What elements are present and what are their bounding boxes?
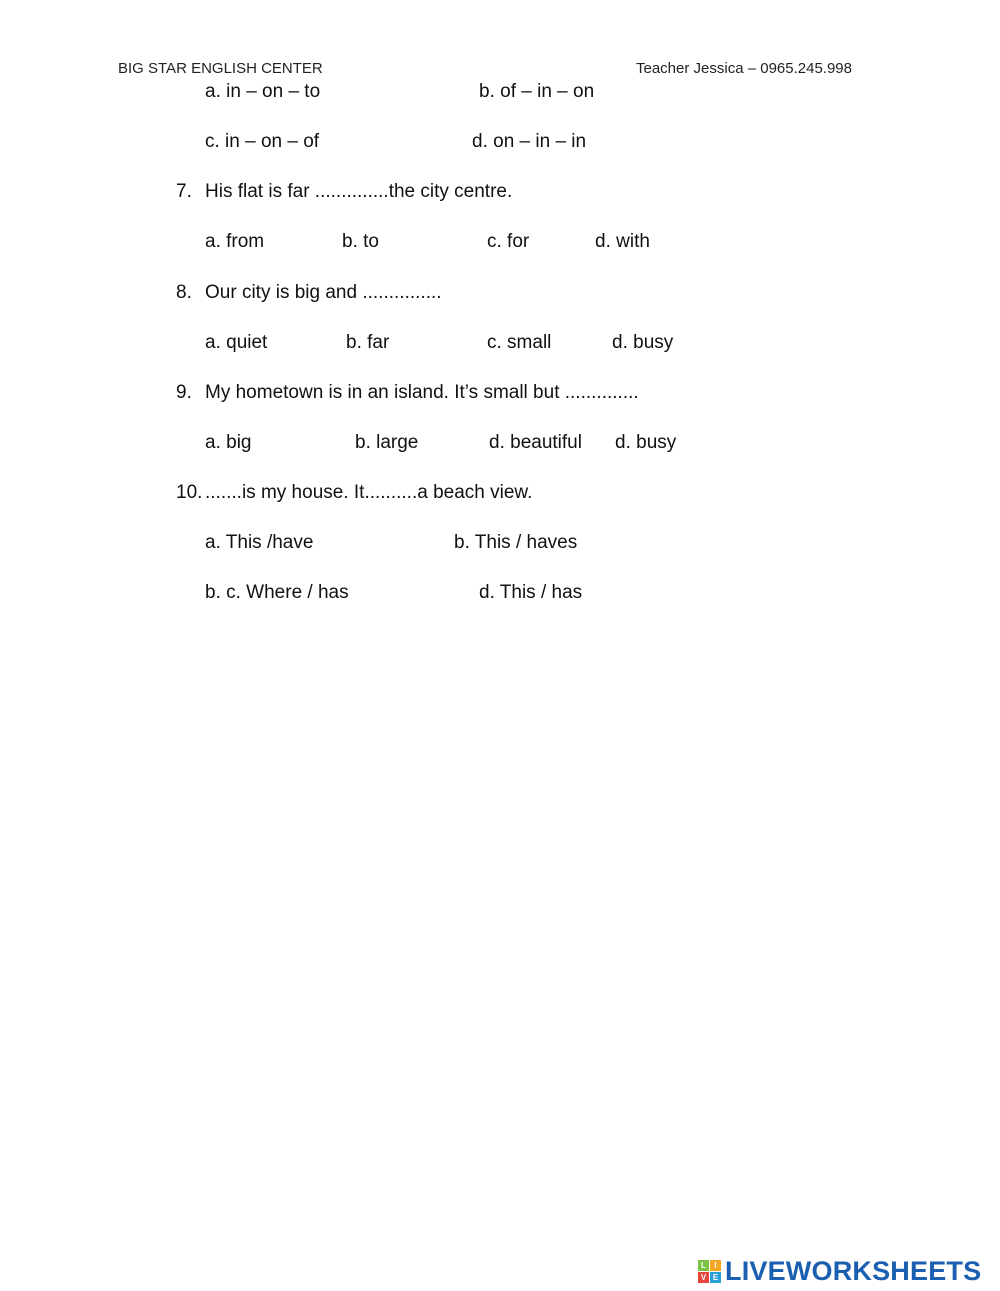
q6-option-b: b. of – in – on — [479, 81, 595, 102]
logo-mark-icon — [698, 1260, 721, 1283]
q6-option-a: a. in – on – to — [205, 81, 321, 102]
logo-mark-letter: V — [698, 1272, 709, 1283]
q8-option-a: a. quiet — [205, 332, 268, 353]
q10-option-b: b. This / haves — [454, 532, 578, 553]
q9-number: 9. — [176, 382, 192, 403]
q9-text: My hometown is in an island. It’s small but .............. — [205, 382, 639, 403]
logo-mark-letter: I — [710, 1260, 721, 1271]
q8-option-c: c. small — [487, 332, 552, 353]
q7-option-a: a. from — [205, 231, 265, 252]
q8-option-b: b. far — [346, 332, 390, 353]
q6-option-d: d. on – in – in — [472, 131, 587, 152]
q7-option-c: c. for — [487, 231, 530, 252]
q8-text: Our city is big and ............... — [205, 282, 442, 303]
logo-mark-letter: L — [698, 1260, 709, 1271]
logo-text: LIVEWORKSHEETS — [725, 1255, 982, 1286]
q7-option-d: d. with — [595, 231, 650, 252]
header-left: BIG STAR ENGLISH CENTER — [118, 60, 323, 77]
q9-option-a: a. big — [205, 432, 252, 453]
q7-text: His flat is far ..............the city centre. — [205, 181, 513, 202]
q10-option-d: d. This / has — [479, 582, 583, 603]
header-right: Teacher Jessica – 0965.245.998 — [636, 60, 852, 77]
q8-number: 8. — [176, 282, 192, 303]
logo-mark-letter: E — [710, 1272, 721, 1283]
q10-option-a: a. This /have — [205, 532, 314, 553]
q7-number: 7. — [176, 181, 192, 202]
q8-option-d: d. busy — [612, 332, 674, 353]
q10-option-b2: b. c. Where / has — [205, 582, 349, 603]
q10-number: 10. — [176, 482, 203, 503]
q6-option-c: c. in – on – of — [205, 131, 320, 152]
q9-option-d: d. busy — [615, 432, 677, 453]
q9-option-b: b. large — [355, 432, 419, 453]
q10-text: .......is my house. It..........a beach view. — [205, 482, 533, 503]
q7-option-b: b. to — [342, 231, 379, 252]
liveworksheets-logo[interactable] — [698, 1254, 981, 1288]
q9-option-c: d. beautiful — [489, 432, 582, 453]
